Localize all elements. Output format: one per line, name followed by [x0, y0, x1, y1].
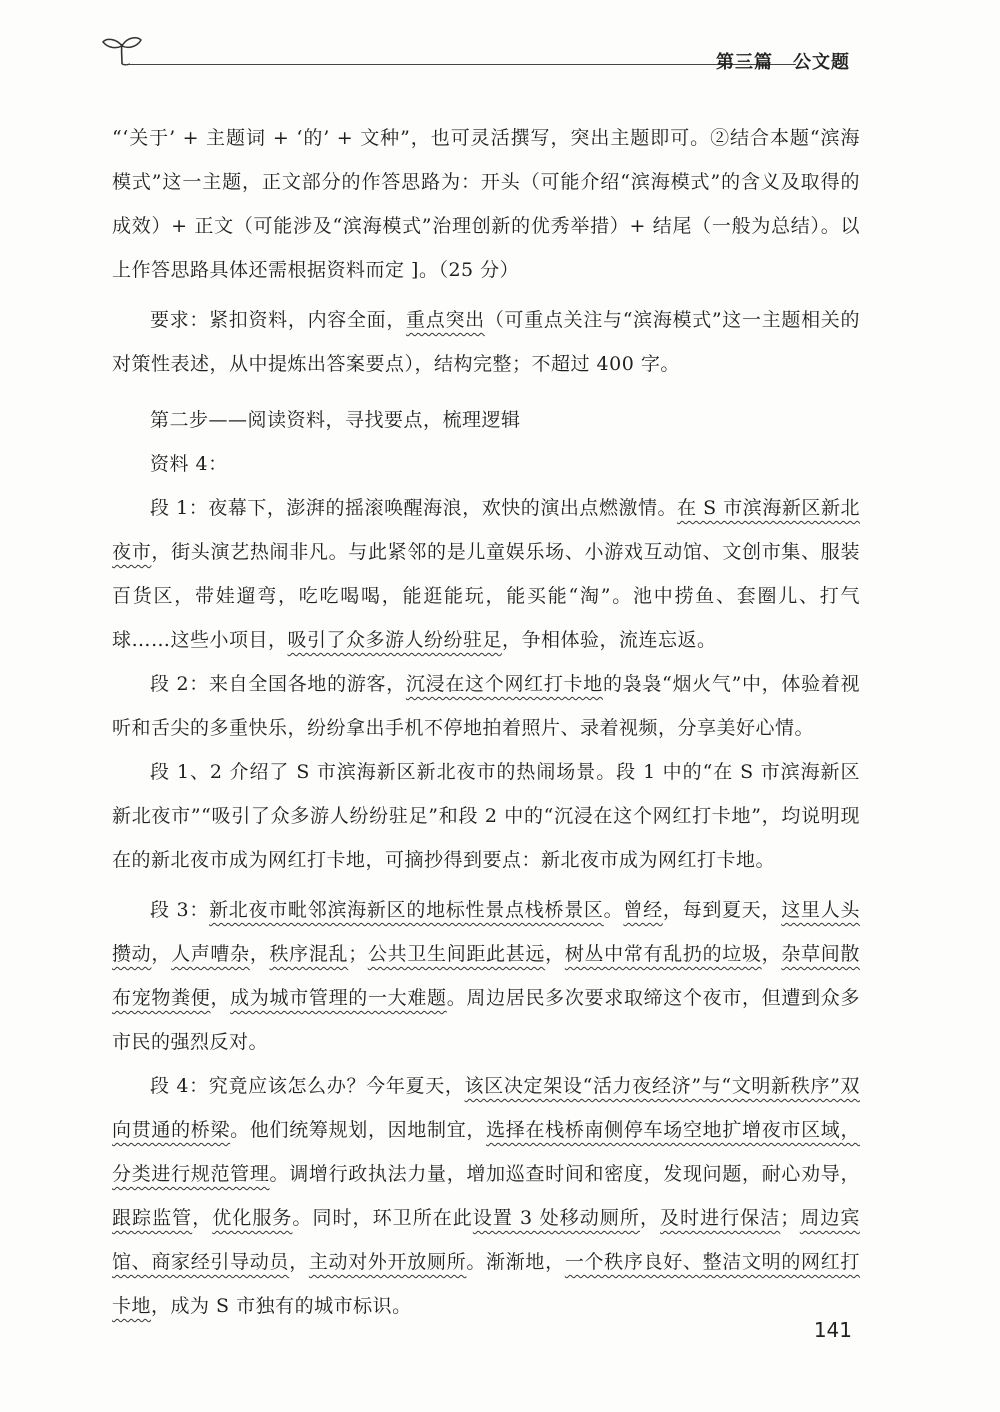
- underlined-phrase: 优化服务: [212, 1207, 293, 1229]
- underlined-phrase: 新北夜市毗邻滨海新区的地标性景点栈桥景区: [209, 899, 604, 921]
- underlined-phrase: 该区决定架设“活力夜经济”与“文明新秩序”双向贯通的桥梁: [112, 1075, 860, 1141]
- underlined-phrase: 选择在栈桥南侧停车场空地扩增夜市区域，分类进行规范管理: [112, 1119, 860, 1185]
- text-segment: 要求：紧扣资料，内容全面，: [150, 309, 407, 331]
- text-segment: 段 2：来自全国各地的游客，: [150, 673, 406, 695]
- text-segment: 段 1：夜幕下，澎湃的摇滚唤醒海浪，欢快的演出点燃激情。: [150, 497, 678, 519]
- text-segment: ，每到夏天，: [662, 899, 782, 921]
- text-segment: 。: [603, 899, 624, 921]
- text-segment: ；: [348, 943, 368, 965]
- header-section: 公文题: [793, 52, 850, 73]
- text-segment: 段 1、2 介绍了 S 市滨海新区新北夜市的热闹场景。段 1 中的“在 S 市滨海新区新北夜市”“吸引了众多游人纷纷驻足”和段 2 中的“沉浸在这个网红打卡地”，均说明现在的新北夜市成为网红打卡地，可摘抄得到要点：新北夜市成为网红打卡地。: [112, 761, 860, 871]
- underlined-phrase: 设置 3 处移动厕所: [472, 1207, 640, 1229]
- underlined-phrase: 吸引了众多游人纷纷驻足: [287, 629, 503, 651]
- paragraph-step-two-heading: [112, 398, 860, 442]
- text-segment: （可重点关注与“滨海模式”这一主题相关的对策性表述，从中提炼出答案要点），结构完整；不超过 400 字。: [112, 309, 860, 375]
- header-part: 第三篇: [716, 52, 773, 73]
- sprout-icon: [100, 34, 144, 66]
- underlined-phrase: 成为城市管理的一大难题: [230, 987, 447, 1009]
- text-segment: ，: [192, 1207, 213, 1229]
- text-segment: ，: [289, 1251, 309, 1273]
- underlined-phrase: 跟踪监管: [112, 1207, 193, 1229]
- underlined-phrase: 沉浸在这个网红打卡地: [405, 673, 603, 695]
- underlined-phrase: 公共卫生间距此甚远: [367, 943, 546, 965]
- paragraph-section-1: [112, 486, 860, 662]
- text-segment: 。调增行政执法力量，增加巡查时间和密度，发现问题，耐心劝导，: [269, 1163, 860, 1185]
- paragraph-material-label: [112, 442, 860, 486]
- text-segment: 第二步——阅读资料，寻找要点，梳理逻辑: [150, 409, 521, 431]
- text-segment: ，: [761, 943, 782, 965]
- paragraph-section-2: [112, 662, 860, 750]
- paragraph-analysis-1-2: [112, 750, 860, 882]
- underlined-phrase: 及时进行保洁: [659, 1207, 781, 1229]
- text-segment: ，: [249, 943, 270, 965]
- text-segment: 。渐渐地，: [466, 1251, 565, 1273]
- text-segment: 段 3：: [150, 899, 210, 921]
- underlined-phrase: 人声嘈杂: [171, 943, 250, 965]
- text-segment: ，: [151, 943, 172, 965]
- underlined-phrase: 曾经: [623, 899, 663, 921]
- underlined-phrase: 在 S 市滨海新区新北夜市: [112, 497, 860, 563]
- underlined-phrase: 重点突出: [406, 309, 485, 331]
- body-text: [112, 116, 860, 1328]
- text-segment: 。他们统筹规划，因地制宜，: [230, 1119, 487, 1141]
- text-segment: ，: [210, 987, 231, 1009]
- text-segment: ，争相体验，流连忘返。: [502, 629, 717, 651]
- page-number: 141: [813, 1318, 852, 1342]
- header-rule: [128, 64, 796, 65]
- paragraph-answer-structure: [112, 116, 860, 292]
- paragraph-section-3: [112, 888, 860, 1064]
- text-segment: 资料 4：: [150, 453, 228, 475]
- running-header: [100, 34, 860, 74]
- underlined-phrase: 秩序混乱: [269, 943, 349, 965]
- paragraph-section-4: [112, 1064, 860, 1328]
- underlined-phrase: 周边宾馆、商家经引导动员: [112, 1207, 860, 1273]
- paragraph-requirements: [112, 298, 860, 386]
- underlined-phrase: 主动对外开放厕所: [308, 1251, 467, 1273]
- text-segment: ，: [545, 943, 565, 965]
- underlined-phrase: 一个秩序良好、整洁文明的网红打卡地: [112, 1251, 860, 1317]
- text-segment: 。同时，环卫所在此: [292, 1207, 473, 1229]
- text-segment: 段 4：究竟应该怎么办？今年夏天，: [150, 1075, 465, 1097]
- text-segment: ，成为 S 市独有的城市标识。: [151, 1295, 412, 1317]
- underlined-phrase: 杂草间散布宠物粪便: [112, 943, 860, 1009]
- text-segment: 。周边居民多次要求取缔这个夜市，但遭到众多市民的强烈反对。: [112, 987, 860, 1053]
- text-segment: 的袅袅“烟火气”中，体验着视听和舌尖的多重快乐，纷纷拿出手机不停地拍着照片、录着视频，分享美好心情。: [112, 673, 860, 739]
- text-segment: ；: [780, 1207, 800, 1229]
- underlined-phrase: 这里人头攒动: [112, 899, 860, 965]
- underlined-phrase: 树丛中常有乱扔的垃圾: [564, 943, 762, 965]
- text-segment: ，: [639, 1207, 660, 1229]
- text-segment: ，街头演艺热闹非凡。与此紧邻的是儿童娱乐场、小游戏互动馆、文创市集、服装百货区，带娃遛弯，吃吃喝喝，能逛能玩，能买能“淘”。池中捞鱼、套圈儿、打气球……这些小项目，: [112, 541, 860, 651]
- header-title: [716, 48, 850, 74]
- text-segment: “‘关于’ + 主题词 + ‘的’ + 文种”，也可灵活撰写，突出主题即可。②结合本题“滨海模式”这一主题，正文部分的作答思路为：开头（可能介绍“滨海模式”的含义及取得的成效）+ 正文（可能涉及“滨海模式”治理创新的优秀举措）+ 结尾（一般为总结）。以上作答思路具体还需根据资料而定 ]。（25 分）: [112, 127, 860, 281]
